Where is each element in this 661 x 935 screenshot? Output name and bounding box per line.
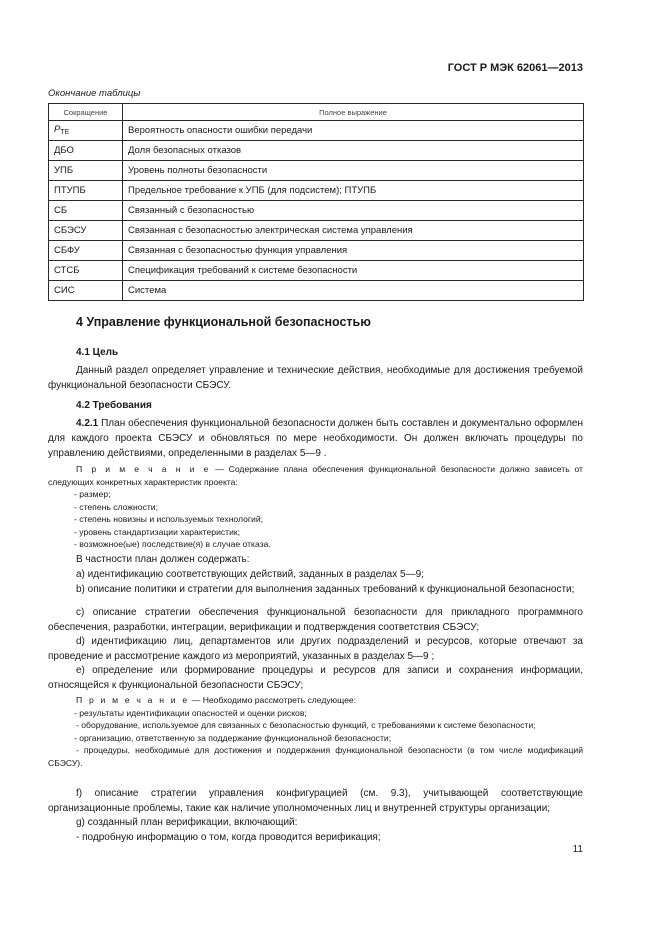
table-row <box>49 261 584 281</box>
list-item: - возможное(ые) последствие(я) в случае отказа. <box>74 539 271 549</box>
note-label: П р и м е ч а н и е <box>76 695 190 705</box>
abbr-cell: ДБО <box>49 141 123 161</box>
plan-item-c: c) описание стратегии обеспечения функциональной безопасности для прикладного программного обеспечения, разработки, интеграции, верификации и подтверждения соответствия СБЭСУ; <box>48 607 583 633</box>
list-item: - результаты идентификации опасностей и оценки рисков; <box>74 707 307 718</box>
page-number: 11 <box>572 844 583 855</box>
list-item: - уровень стандартизации характеристик; <box>74 526 241 537</box>
list-item: - оборудование, используемое для связанных с безопасностью функций, с требованиями к системе безопасности; <box>76 720 536 730</box>
full-cell: Предельное требование к УПБ (для подсистем); ПТУПБ <box>123 181 584 201</box>
list-item: - размер; <box>74 489 111 499</box>
full-cell: Спецификация требований к системе безопасности <box>123 261 584 281</box>
note-1-text <box>48 463 583 488</box>
table-row <box>49 281 584 301</box>
full-cell: Уровень полноты безопасности <box>123 161 584 181</box>
full-cell: Вероятность опасности ошибки передачи <box>123 121 584 141</box>
table-row <box>49 161 584 181</box>
column-header-abbr: Сокращение <box>49 104 123 121</box>
abbr-cell: ПТУПБ <box>49 181 123 201</box>
table-row <box>49 121 584 141</box>
table-row <box>49 201 584 221</box>
list-item: - процедуры, необходимые для достижения и поддержания функциональной безопасности (в том числе модификаций СБЭСУ). <box>48 745 583 768</box>
abbr-cell: СИС <box>49 281 123 301</box>
plan-item-d: d) идентификацию лиц, департаментов или других подразделений и ресурсов, которые отвечают за проведение и рассмотрение каждого из мероприятий, указанных в разделах 5—9 ; <box>48 636 583 662</box>
full-cell: Доля безопасных отказов <box>123 141 584 161</box>
section-4-heading: 4 Управление функциональной безопасностью <box>76 315 371 329</box>
abbr-cell: СТСБ <box>49 261 123 281</box>
section-4-2-heading: 4.2 Требования <box>76 400 152 411</box>
plan-item-g: g) созданный план верификации, включающий: <box>76 817 298 828</box>
abbr-cell: СБ <box>49 201 123 221</box>
note-1 <box>48 463 583 551</box>
abbr-cell <box>49 121 123 141</box>
clause-number: 4.2.1 <box>76 418 99 429</box>
table-row <box>49 181 584 201</box>
note-2-text <box>48 694 583 707</box>
table-header-row <box>49 104 584 121</box>
list-item: - степень новизны и используемых технологий; <box>74 514 264 524</box>
plan-item-g-sub: - подробную информацию о том, когда проводится верификация; <box>76 832 381 843</box>
standard-header: ГОСТ Р МЭК 62061—2013 <box>447 62 583 74</box>
full-cell: Связанная с безопасностью функция управления <box>123 241 584 261</box>
note-body: — Содержание плана обеспечения функциональной безопасности должно зависеть от следующих конкретных характеристик проекта: <box>48 464 583 487</box>
clause-text: План обеспечения функциональной безопасности должен быть составлен и документально оформлен для каждого проекта СБЭСУ и обновляться по мере необходимости. Он должен включать процедуры по управлению действиями, определенными в разделах 5—9 . <box>48 418 583 459</box>
full-cell: Связанный с безопасностью <box>123 201 584 221</box>
clause-4-2-1 <box>48 416 583 461</box>
plan-item-a: а) идентификацию соответствующих действий, заданных в разделах 5—9; <box>76 569 424 580</box>
table-row <box>49 141 584 161</box>
plan-item-e: e) определение или формирование процедуры и ресурсов для записи и сохранения информации, относящейся к функциональной безопасности СБЭСУ; <box>48 665 583 691</box>
abbr-subscript: TE <box>60 128 70 136</box>
table-row <box>49 221 584 241</box>
plan-item-f: f) описание стратегии управления конфигурацией (см. 9.3), учитывающей соответствующие организационные проблемы, такие как наличие уполномоченных лиц и внутренней структуры организации; <box>48 788 583 814</box>
full-cell: Система <box>123 281 584 301</box>
abbr-cell: УПБ <box>49 161 123 181</box>
section-4-1-heading: 4.1 Цель <box>76 347 119 358</box>
column-header-full: Полное выражение <box>123 104 584 121</box>
abbreviations-table <box>48 103 584 301</box>
plan-item-b: b) описание политики и стратегии для выполнения заданных требований к функциональной безопасности; <box>76 584 575 595</box>
note-body: — Необходимо рассмотреть следующее: <box>189 695 357 705</box>
list-item: - организацию, ответственную за поддержание функциональной безопасности; <box>74 732 392 743</box>
abbr-symbol: P <box>54 123 61 135</box>
table-caption: Окончание таблицы <box>48 88 141 99</box>
table-row <box>49 241 584 261</box>
note-label: П р и м е ч а н и е <box>76 464 211 474</box>
note-2 <box>48 694 583 769</box>
full-cell: Связанная с безопасностью электрическая система управления <box>123 221 584 241</box>
abbr-cell: СБЭСУ <box>49 221 123 241</box>
plan-intro: В частности план должен содержать: <box>76 554 250 565</box>
list-item: - степень сложности; <box>74 501 158 512</box>
section-4-1-text: Данный раздел определяет управление и технические действия, необходимые для достижения требуемой функциональной безопасности СБЭСУ. <box>48 365 583 391</box>
abbr-cell: СБФУ <box>49 241 123 261</box>
